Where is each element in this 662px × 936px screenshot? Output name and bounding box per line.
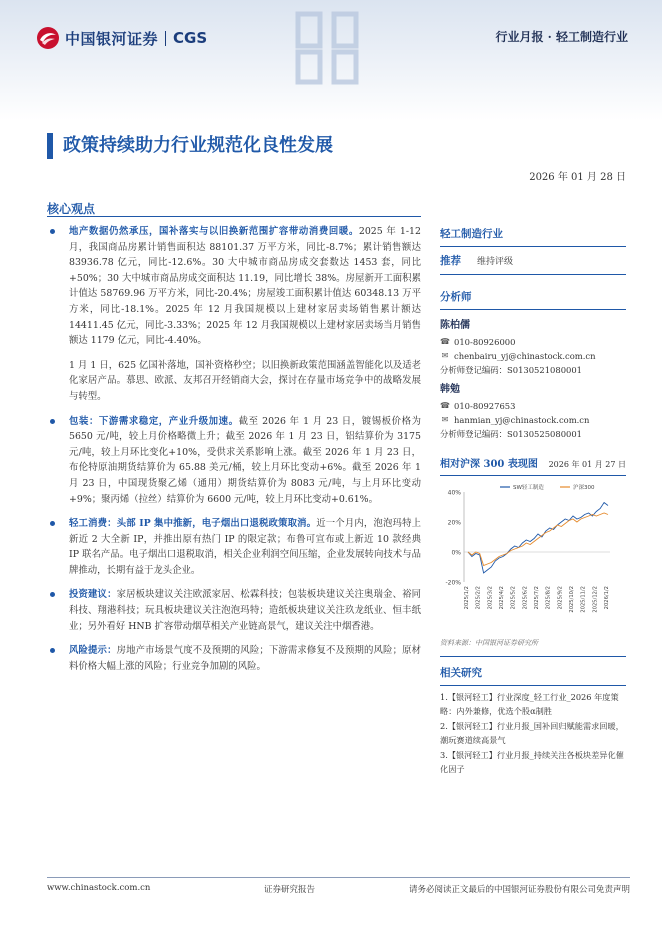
analyst-email[interactable]: chenbairu_yj@chinastock.com.cn — [454, 351, 596, 361]
page-title: 政策持续助力行业规范化良性发展 — [47, 133, 333, 159]
point-lead: 投资建议： — [69, 589, 117, 601]
report-date: 2026 年 01 月 28 日 — [529, 172, 626, 183]
chart-x-tick-label: 2025/8/2 — [545, 586, 552, 610]
core-point-investment — [47, 587, 421, 634]
point-lead: 风险提示： — [69, 645, 117, 657]
analyst-phone-row — [440, 335, 626, 349]
chart-svg — [440, 478, 626, 638]
related-item[interactable]: 2.【银河轻工】行业月报_国补回归赋能需求回暖，潮玩赛道续高景气 — [440, 721, 624, 745]
mail-icon: ✉ — [441, 415, 449, 424]
footer-website[interactable]: www.chinastock.com.cn — [47, 883, 151, 893]
point-text: 2025 年 1-12 月，我国商品房累计销售面积达 88101.37 万平方米，同比-8.7%；累计销售额达 83936.78 亿元，同比-12.6%。30 大中城市商品房成交套数达 1453 套，同比+50%；30 大中城市商品房成交面积达 11.19，同比增长 38%。房屋新开工面积累计值达 58769.96 万平方米，同比-20.4%；房屋竣工面积累计值达 60348.13 万平方米，同比-18.1%。2025 年 12 月我国规模以上建材家居卖场销售累计额达 14411.45 亿元，同比-3.33%；2025 年 12 月我国规模以上建材家居卖场当月销售额达 1179 亿元，同比-4.40%。 — [69, 226, 421, 347]
chart-x-tick-label: 2025/7/2 — [534, 586, 540, 610]
rating-row — [440, 253, 626, 275]
logo-en-text: CGS — [173, 29, 208, 47]
related-item[interactable]: 1.【银河轻工】行业深度_轻工行业_2026 年度策略：内外兼修，优选个股α制胜 — [440, 692, 619, 716]
analyst-license: 分析师登记编码：S0130521080001 — [440, 365, 583, 375]
point-text: 近一个月内，泡泡玛特上新近 2 大全新 IP，并推出原有热门 IP 的限定款；布鲁可宣布或上新近 10 款经典 IP 联名产品。电子烟出口退税取消，相关企业利润空间压缩，企业发展转向技术与品牌推动，长期有益于龙头企业。 — [69, 518, 421, 576]
footer-disclaimer: 请务必阅读正文最后的中国银河证券股份有限公司免责声明 — [408, 885, 630, 895]
chart-y-tick-label: 20% — [447, 519, 461, 527]
chart-x-tick-label: 2025/2/2 — [475, 586, 482, 610]
phone-icon: ☎ — [440, 337, 450, 346]
analyst-email-row — [440, 349, 626, 363]
chart-legend-label: SW轻工制造 — [513, 485, 544, 491]
analyst-email[interactable]: hanmian_yj@chinastock.com.cn — [454, 415, 590, 425]
point-text: 截至 2026 年 1 月 23 日，镀锡板价格为 5650 元/吨，较上月价格略微上升；截至 2026 年 1 月 23 日，铝结算价为 3175 元/吨，较上月环比变化+10%，受供求关系影响上涨。截至 2026 年 1 月 23 日，布伦特原油期货结算价为 65.88 美元/桶，较上月环比变动+6%。截至 2026 年 1 月 23 日，中国现货聚乙烯（通用）期货结算价为 8083 元/吨，与上月环比变动+9%；聚丙烯（拉丝）结算价为 6600 元/吨，较上月环比变动+0.61%。 — [69, 415, 421, 505]
related-item[interactable]: 3.【银河轻工】行业月报_持续关注各板块差异化催化因子 — [440, 750, 624, 774]
core-point-risk — [47, 643, 421, 674]
chart-legend-label: 沪深300 — [573, 485, 595, 491]
bullet-icon — [50, 521, 55, 526]
core-point-subsidy: 1 月 1 日，625 亿国补落地，国补资格秒空；以旧换新政策范围涵盖智能化以及适老化家居产品。慕思、欧派、友邦召开经销商大会，探讨在存量市场竞争中的战略发展与转型。 — [69, 359, 421, 402]
point-text: 房地产市场景气度不及预期的风险；下游需求修复不及预期的风险；原材料价格大幅上涨的风险；行业竞争加剧的风险。 — [69, 645, 421, 672]
footer-divider — [47, 877, 630, 878]
chart-x-tick-label: 2025/1/2 — [464, 586, 470, 610]
chart-y-tick-label: 0% — [451, 549, 461, 557]
rating-label: 推荐 — [440, 255, 461, 267]
watermark-logo-icon — [290, 6, 364, 86]
chart-heading: 相对沪深 300 表现图 — [440, 459, 538, 470]
galaxy-logo-icon — [36, 26, 60, 50]
chart-x-tick-label: 2026/1/2 — [604, 586, 610, 610]
point-lead: 地产数据仍然承压，国补落实与以旧换新范围扩容带动消费回暖。 — [69, 226, 359, 237]
analyst-phone: 010-80927653 — [454, 401, 516, 411]
core-point-consumer — [47, 516, 421, 578]
relative-performance-chart — [440, 478, 626, 638]
brand-logo — [36, 26, 207, 50]
core-points — [47, 224, 421, 683]
point-text: 家居板块建议关注欧派家居、松霖科技；包装板块建议关注奥瑞金、裕同科技、翔港科技；玩具板块建议关注泡泡玛特；造纸板块建议关注玖龙纸业、恒丰纸业；另外看好 HNB 扩容带动烟草相关产业链高景气，建议关注中烟香港。 — [69, 589, 421, 632]
related-heading: 相关研究 — [440, 657, 626, 686]
rating-value: 维持评级 — [477, 257, 514, 267]
logo-cn-text: 中国银河证券 — [65, 29, 159, 48]
bullet-icon — [50, 648, 55, 653]
chart-x-tick-label: 2025/6/2 — [522, 586, 529, 610]
report-type: 行业月报 · 轻工制造行业 — [495, 30, 628, 44]
core-divider — [47, 216, 421, 217]
analyst-name: 韩勉 — [440, 384, 460, 395]
industry-heading: 轻工制造行业 — [440, 226, 626, 247]
chart-x-tick-label: 2025/3/2 — [487, 586, 494, 610]
chart-y-tick-label: 40% — [447, 489, 461, 497]
footer-doc-type: 证券研究报告 — [264, 885, 316, 895]
mail-icon: ✉ — [441, 351, 449, 360]
bullet-icon — [50, 419, 55, 424]
bullet-icon — [50, 592, 55, 597]
chart-header — [440, 455, 626, 476]
core-point-real-estate — [47, 224, 421, 349]
phone-icon: ☎ — [440, 401, 450, 410]
core-point-packaging — [47, 414, 421, 508]
chart-y-tick-label: -20% — [445, 579, 461, 587]
analyst-license: 分析师登记编码：S0130525080001 — [440, 429, 583, 439]
analyst-heading: 分析师 — [440, 289, 626, 310]
analyst-name: 陈柏儒 — [440, 320, 470, 331]
bullet-icon — [50, 229, 55, 234]
chart-x-tick-label: 2025/4/2 — [499, 586, 505, 610]
analyst-phone-row — [440, 399, 626, 413]
analyst-email-row — [440, 413, 626, 427]
analyst-phone: 010-80926000 — [454, 337, 516, 347]
logo-separator — [165, 31, 166, 46]
chart-date: 2026 年 01 月 27 日 — [548, 460, 626, 469]
chart-series-line — [468, 513, 608, 566]
chart-x-tick-label: 2025/10/2 — [569, 586, 575, 613]
sidebar — [440, 226, 626, 778]
point-lead: 包装：下游需求稳定，产业升级加速。 — [69, 415, 239, 427]
chart-source: 资料来源：中国银河证券研究所 — [440, 638, 626, 657]
chart-x-tick-label: 2025/5/2 — [510, 586, 517, 610]
analyst-card — [440, 380, 626, 441]
chart-x-tick-label: 2025/9/2 — [557, 586, 564, 610]
analyst-card — [440, 316, 626, 377]
chart-x-tick-label: 2025/11/2 — [580, 586, 587, 613]
point-lead: 轻工消费：头部 IP 集中推新，电子烟出口退税政策取消。 — [69, 518, 317, 530]
chart-x-tick-label: 2025/12/2 — [592, 586, 599, 613]
core-heading: 核心观点 — [47, 202, 96, 216]
chart-series-line — [468, 503, 608, 574]
